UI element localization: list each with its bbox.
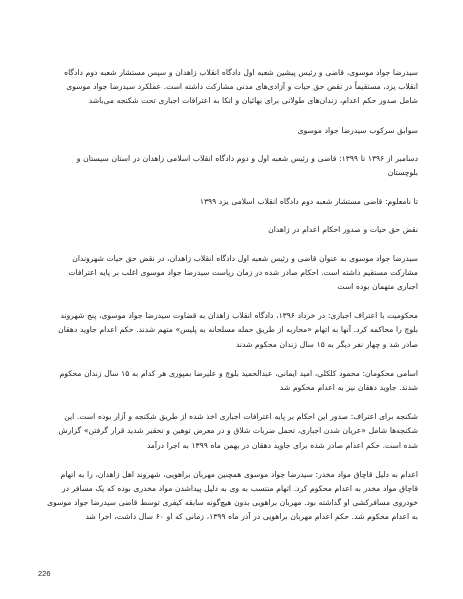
body-paragraph: اعدام به دلیل قاچاق مواد مخدر: سیدرضا جواد موسوی همچنین مهربان براهویی، شهروند اهل زاهدان، را به اتهام قاچاق مواد مخدر به اعدام محکوم کرد. اتهام منتسب به وی به دلیل پیداشدن مواد مخدری بوده که یک مسافر در خودروی مسافرکشی او گذاشته بود. مهربان براهویی بدون هیچ‌گونه سابقه کیفری توسط قاضی سیدرضا جواد موسوی به اعدام محکوم شد. حکم اعدام مهربان براهویی در آذر ماه ۱۳۹۹، زمانی که او ۶۰ سال داشت، اجرا شد xyxy=(47,469,418,522)
body-paragraph: محکومیت با اعتراف اجباری: در خرداد ۱۳۹۶، دادگاه انقلاب زاهدان به قضاوت سیدرضا جواد موسوی، پنج شهروند بلوچ را محاکمه کرد. آنها به اتهام «محاربه از طریق حمله مسلحانه به پلیس» متهم شدند. حکم اعدام جاوید دهقان صادر شد و چهار نفر دیگر به ۱۵ سال زندان محکوم شدند xyxy=(58,311,418,349)
body-paragraph: اسامی محکومان: محمود کلکلی، امید ایمانی، عبدالحمید بلوچ و علیرضا بمپوری هر کدام به ۱۵ سال زندان محکوم شدند. جاوید دهقان نیز به اعدام محکوم شد xyxy=(59,368,418,393)
intro-paragraph: سیدرضا جواد موسوی، قاضی و رئیس پیشین شعبه اول دادگاه انقلاب زاهدان و سپس مستشار شعبه دوم دادگاه انقلاب یزد، مستقیماً در نقض حق حیات و آزادی‌های مدنی مشارکت داشته است. عملکرد سیدرضا جواد موسوی شامل صدور حکم اعدام، زندان‌های طولانی برای بهائیان و اتکا به اعترافات اجباری تحت شکنجه می‌باشد xyxy=(64,68,418,106)
body-paragraph: شکنجه برای اعتراف: صدور این احکام بر پایه اعترافات اجباری اخذ شده از طریق شکنجه و آزار بوده است. این شکنجه‌ها شامل «عریان شدن اجباری، تحمل ضربات شلاق و در معرض توهین و تحقیر شدید قرار گرفتن» گزارش شده است. حکم اعدام صادر شده برای جاوید دهقان در بهمن ماه ۱۳۹۹ به اجرا درآمد xyxy=(58,412,418,450)
body-paragraph: سیدرضا جواد موسوی به عنوان قاضی و رئیس شعبه اول دادگاه انقلاب زاهدان، در نقض حق حیات شهروندان مشارکت مستقیم داشته است. احکام صادر شده در زمان ریاست سیدرضا جواد موسوی اغلب بر پایه اعترافات اجباری متهمان بوده است xyxy=(68,253,418,292)
page-number: 226 xyxy=(38,569,51,578)
section-heading: سوابق سرکوب سیدرضا جواد موسوی xyxy=(297,125,418,135)
section-heading: نقض حق حیات و صدور احکام اعدام در زاهدان xyxy=(268,225,418,235)
career-item: دسامبر از ۱۳۹۶ تا ۱۳۹۹: قاضی و رئیس شعبه اول و دوم دادگاه انقلاب اسلامی زاهدان در استان سیستان و بلوچستان xyxy=(76,153,418,178)
document-body xyxy=(46,66,418,540)
career-item: تا نامعلوم: قاضی مستشار شعبه دوم دادگاه انقلاب اسلامی یزد ۱۳۹۹ xyxy=(199,197,418,207)
